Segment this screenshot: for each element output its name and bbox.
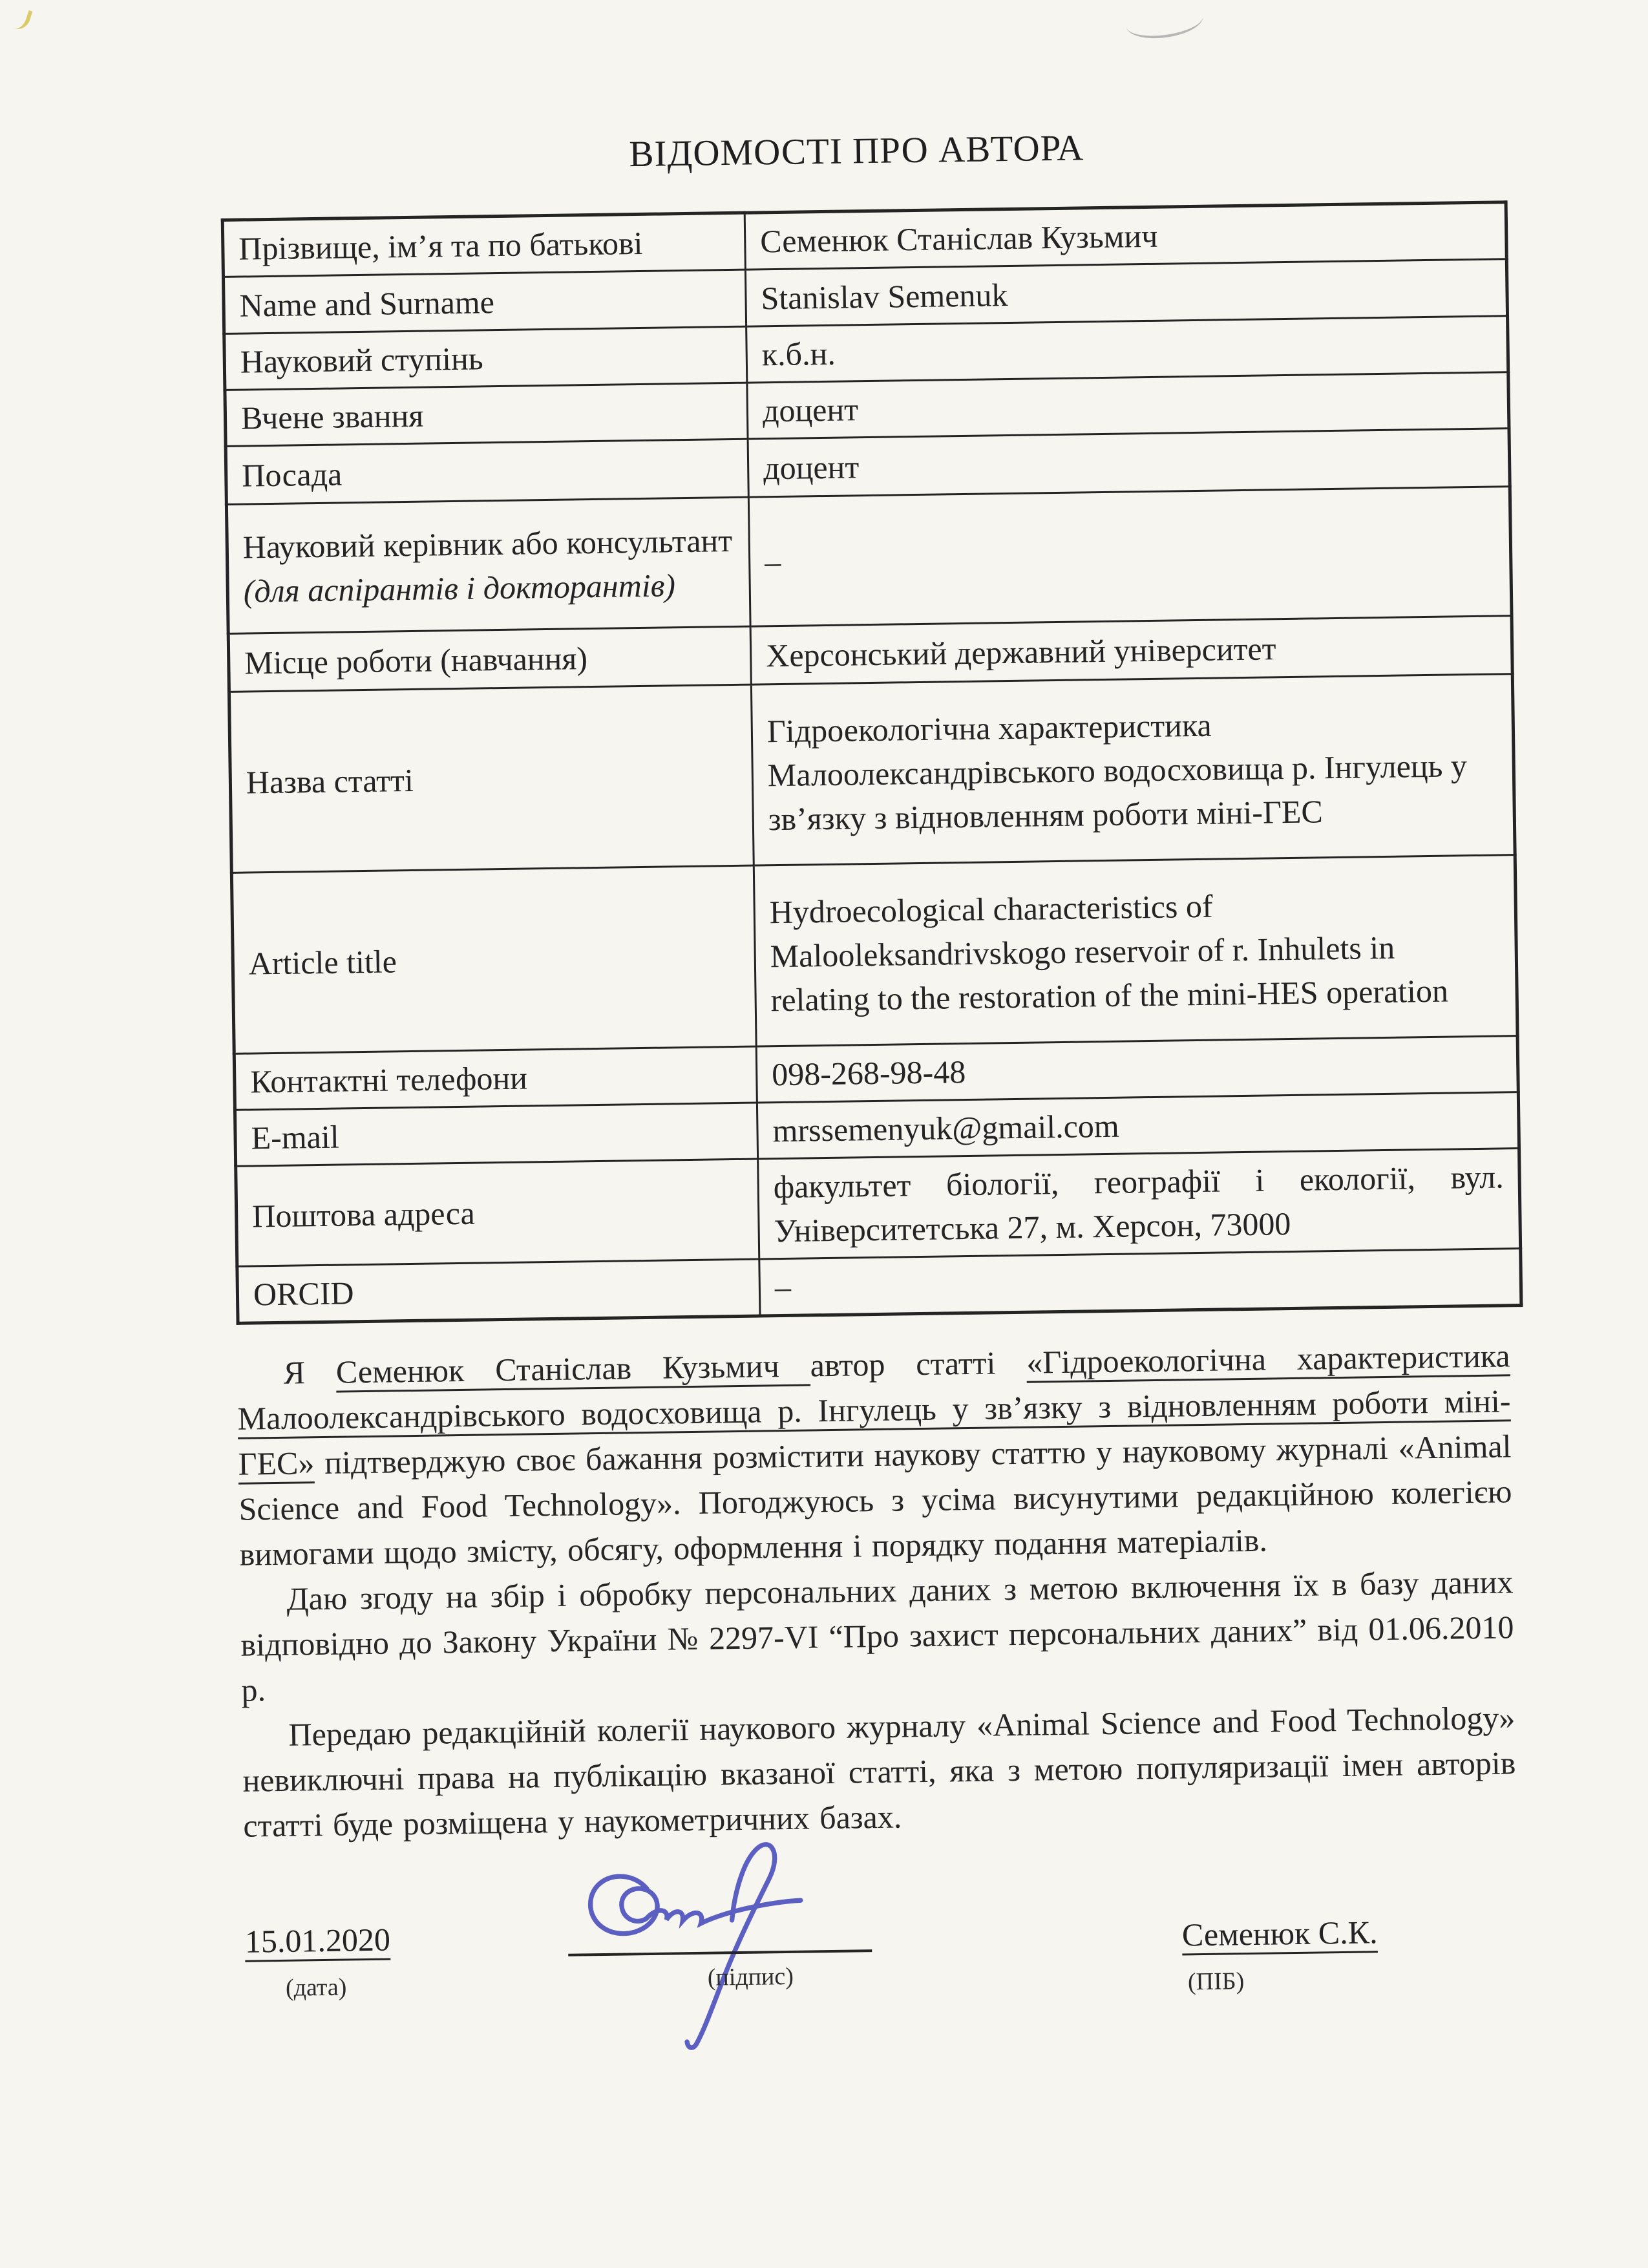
row-label: Name and Surname [223,270,746,334]
statement-paragraph-2: Даю згоду на збір і обробку персональних даних з метою включення їх в базу даних відповідно до Закону України № 2297-VI “Про захист персональних даних” від 01.06.2010 р. [240,1563,1514,1708]
row-label-italic: (для аспірантів і докторантів) [243,566,676,609]
scan-artifact [6,5,33,32]
signature-block [567,1833,894,2109]
name-caption: (ПІБ) [1187,1967,1245,1996]
row-label: Вчене звання [225,383,748,446]
article-title-underlined: «Гідроекологічна характеристика Малоолександрівського водосховища р. Інгулець у зв’язку з відновленням роботи міні-ГЕС» [237,1337,1511,1482]
row-label: Поштова адреса [236,1159,759,1266]
row-value: mrssemenyuk@gmail.com [757,1092,1519,1159]
table-row [231,855,1517,1054]
row-label: Прізвище, ім’я та по батькові [222,213,745,277]
statement-paragraph-1: Я Семенюк Станіслав Кузьмич автор статті «Гідроекологічна характеристика Малоолександрівського водосховища р. Інгулець у зв’язку з відновленням роботи міні-ГЕС» підтверджую своє бажання розмістити наукову статтю у науковому журналі «Animal Science and Food Technology». Погоджуюсь з усіма висунутими редакційною колегією вимогами щодо змісту, обсягу, оформлення і порядку подання матеріалів. [237,1337,1512,1573]
row-label: ORCID [237,1259,760,1323]
table-row [226,487,1512,634]
date-value: 15.01.2020 [244,1921,391,1960]
document-content [220,121,1521,2126]
row-value: Семенюк Станіслав Кузьмич [745,202,1506,270]
row-label: Посада [226,439,748,504]
date-block [245,1921,392,2003]
row-value: Гідроекологічна характеристика Малоолександрівського водосховища р. Інгулець у зв’язку з відновленням роботи міні-ГЕС [751,674,1515,865]
handwritten-signature [567,1833,867,2060]
row-value: Stanislav Semenuk [745,259,1507,326]
row-label: Назва статті [229,684,754,873]
row-value: – [748,487,1512,626]
consent-statement [237,1333,1517,1848]
signatory-name: Семенюк С.К. [1181,1914,1378,1953]
statement-paragraph-3: Передаю редакційній колегії наукового журналу «Animal Science and Food Technology» невиключні права на публікацію вказаної статті, яка з метою популяризації імен авторів статті буде розміщена у наукометричних базах. [242,1699,1516,1844]
row-value: Херсонський державний університет [750,616,1512,684]
row-value: доцент [747,372,1509,439]
author-info-table [221,200,1523,1325]
scan-artifact [1124,0,1205,43]
signature-section [244,1830,1521,2126]
row-value: Hydroecological characteristics of Malooleksandrivskogo reservoir of r. Inhulets in relating to the restoration of the mini-HES operation [754,855,1517,1046]
row-label: Article title [231,865,756,1054]
row-label: Контактні телефони [234,1046,757,1110]
row-label: Місце роботи (навчання) [228,626,751,692]
row-label: Науковий керівник або консультант (для аспірантів і докторантів) [226,497,750,633]
name-block [1182,1913,1379,1996]
author-name-underlined: Семенюк Станіслав Кузьмич [335,1347,811,1390]
row-value: доцент [748,429,1510,497]
date-caption: (дата) [285,1973,347,2002]
row-value: факультет біології, географії і екології, вул. Університетська 27, м. Херсон, 73000 [758,1149,1521,1259]
row-value: 098-268-98-48 [756,1036,1518,1103]
row-value: – [759,1249,1521,1316]
row-label: E-mail [235,1103,757,1166]
signature-caption: (підпис) [707,1962,794,1991]
table-row [229,674,1515,873]
row-value: к.б.н. [746,316,1508,383]
page-title: ВІДОМОСТІ ПРО АВТОРА [629,127,1084,175]
table-row [236,1149,1521,1267]
row-label: Науковий ступінь [224,326,747,390]
